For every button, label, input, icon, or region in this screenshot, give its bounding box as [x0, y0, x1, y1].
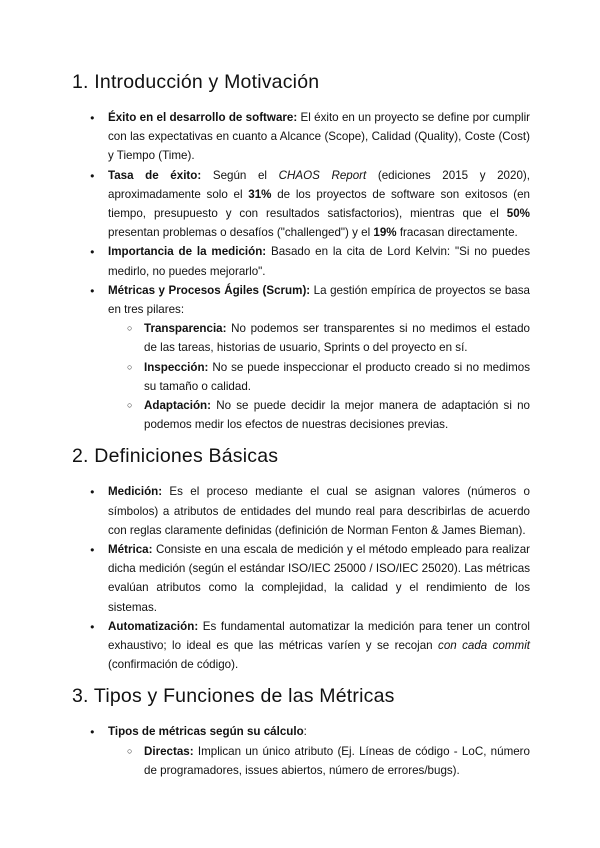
term-label: Adaptación: — [144, 399, 211, 413]
percentage-challenged: 50% — [506, 207, 530, 221]
term-label: Métrica: — [108, 543, 153, 557]
list-item-automatizacion: ● Automatización: Es fundamental automatizar la medición para tener un control exhaustivo; lo ideal es que las métricas varíen y se recojan con cada commit (confirmación de código). — [72, 617, 530, 675]
term-label: Tasa de éxito: — [108, 168, 202, 182]
term-label: Inspección: — [144, 360, 209, 374]
term-label: Directas: — [144, 744, 194, 758]
percentage-failed: 19% — [373, 226, 397, 240]
section-heading-definiciones: 2. Definiciones Básicas — [72, 445, 279, 468]
sub-item-inspeccion: ○ Inspección: No se puede inspeccionar el producto creado si no medimos su tamaño o calidad. — [72, 358, 530, 396]
section-heading-introduccion: 1. Introducción y Motivación — [72, 71, 320, 93]
sub-item-directas: ○ Directas: Implican un único atributo (Ej. Líneas de código - LoC, número de programadores, issues abiertos, número de errores/bugs). — [72, 742, 530, 780]
list-item-scrum: ● Métricas y Procesos Ágiles (Scrum): La gestión empírica de proyectos se basa en tres pilares: — [72, 281, 530, 319]
list-item-tipos-calculo: ● Tipos de métricas según su cálculo: — [72, 722, 530, 741]
sub-item-transparencia: ○ Transparencia: No podemos ser transparentes si no medimos el estado de las tareas, historias de usuario, Sprints o del proyecto en sí. — [72, 319, 530, 357]
source-name: CHAOS Report — [278, 168, 367, 182]
sub-item-adaptacion: ○ Adaptación: No se puede decidir la mejor manera de adaptación si no podemos medir los efectos de nuestras decisiones previas. — [72, 396, 530, 434]
term-label: Importancia de la medición: — [108, 245, 267, 259]
list-item-metrica: ● Métrica: Consiste en una escala de medición y el método empleado para realizar dicha medición (según el estándar ISO/IEC 25000 / ISO/IEC 25020). Las métricas evalúan atributos como la complejidad, la calidad y el rendimiento de los sistemas. — [72, 540, 530, 617]
term-label: Tipos de métricas según su cálculo — [108, 725, 304, 739]
term-label: Transparencia: — [144, 322, 227, 336]
emphasis-text: con cada commit — [438, 639, 530, 653]
list-item-tasa-exito: ● Tasa de éxito: Según el CHAOS Report (ediciones 2015 y 2020), aproximadamente solo el 31% de los proyectos de software son exitosos (en tiempo, presupuesto y con resultados satisfactorios), mientras que el 50% presentan problemas o desafíos ("challenged") y el 19% fracasan directamente. — [72, 166, 530, 243]
term-label: Éxito en el desarrollo de software: — [108, 111, 298, 124]
section-3-list — [72, 722, 530, 780]
list-item-exito: ● Éxito en el desarrollo de software: El éxito en un proyecto se define por cumplir con las expectativas en cuanto a Alcance (Scope), Calidad (Quality), Coste (Cost) y Tiempo (Time). — [72, 108, 530, 166]
term-label: Automatización: — [108, 619, 199, 633]
section-2-list — [72, 482, 530, 674]
section-1-list — [72, 108, 530, 434]
term-label: Medición: — [108, 485, 163, 499]
term-label: Métricas y Procesos Ágiles (Scrum): — [108, 283, 311, 297]
list-item-importancia: ● Importancia de la medición: Basado en la cita de Lord Kelvin: "Si no puedes medirlo, no puedes mejorarlo". — [72, 242, 530, 280]
percentage-success: 31% — [248, 187, 272, 201]
section-heading-tipos: 3. Tipos y Funciones de las Métricas — [72, 685, 395, 708]
list-item-medicion: ● Medición: Es el proceso mediante el cual se asignan valores (números o símbolos) a atributos de entidades del mundo real para describirlas de acuerdo con reglas claramente definidas (definición de Norman Fenton & James Bieman). — [72, 482, 530, 540]
